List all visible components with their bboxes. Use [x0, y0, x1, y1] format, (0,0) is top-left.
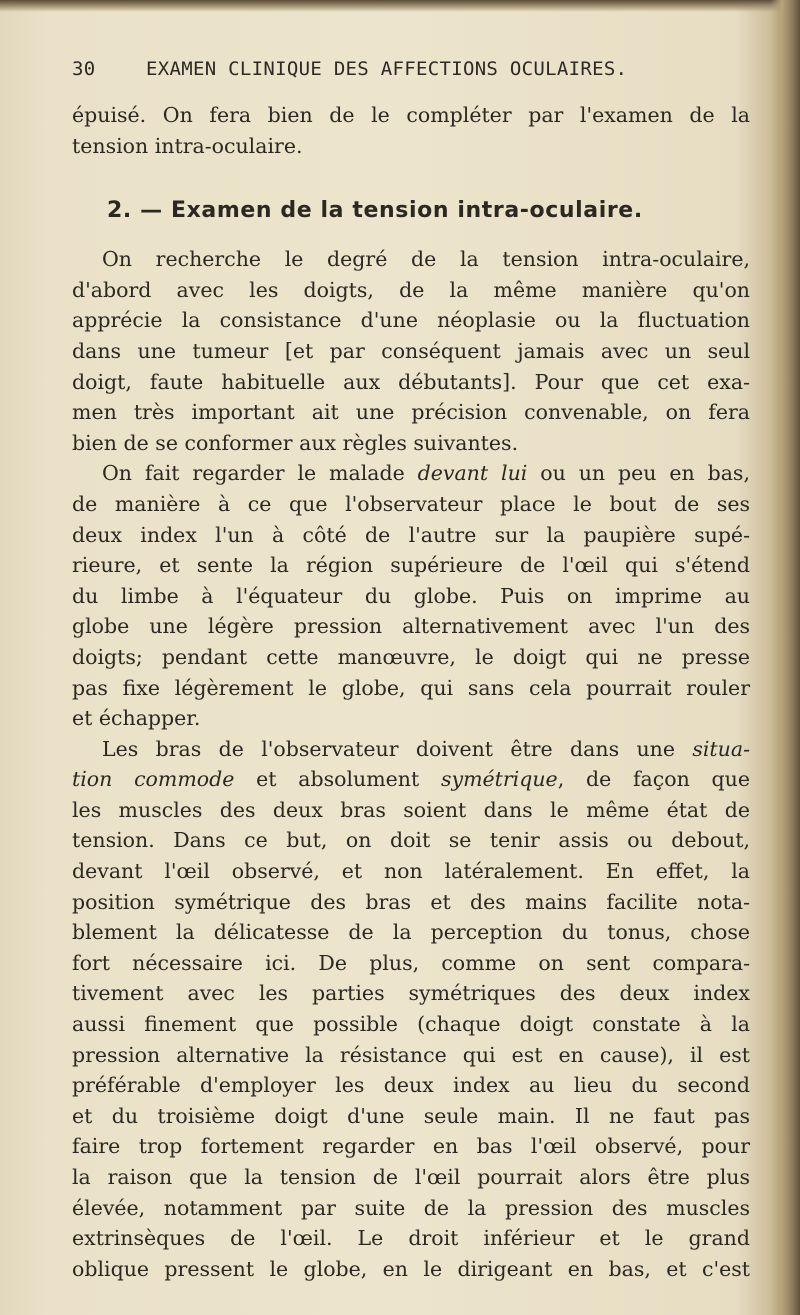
- paragraph-line: doigts; pendant cette manœuvre, le doigt qui ne presse: [72, 644, 750, 669]
- paragraph-line: préférable d'employer les deux index au lieu du second: [72, 1073, 750, 1098]
- paragraph-line: élevée, notamment par suite de la pression des muscles: [72, 1195, 750, 1220]
- paragraph-line: extrinsèques de l'œil. Le droit inférieur et le grand: [72, 1226, 750, 1251]
- text-run: Les bras de l'observateur doivent être dans une: [102, 736, 693, 761]
- page-gutter-shadow: [770, 0, 800, 1315]
- paragraph-line: bien de se conformer aux règles suivantes.: [72, 430, 519, 455]
- running-title: EXAMEN CLINIQUE DES AFFECTIONS OCULAIRES.: [146, 58, 628, 80]
- paragraph-line: globe une légère pression alternativement avec l'un des: [72, 614, 750, 639]
- paragraph-line: apprécie la consistance d'une néoplasie ou la fluctuation: [72, 308, 750, 333]
- paragraph-line: rieure, et sente la région supérieure de l'œil qui s'étend: [72, 553, 750, 578]
- paragraph-line: On recherche le degré de la tension intra-oculaire,: [102, 247, 750, 272]
- carryover-line: tension intra-oculaire.: [72, 133, 303, 158]
- italic-run: tion commode: [72, 767, 235, 792]
- paragraph-line: les muscles des deux bras soient dans le même état de: [72, 797, 750, 822]
- paragraph-line: devant l'œil observé, et non latéralement. En effet, la: [72, 859, 750, 884]
- paragraph-line: faire trop fortement regarder en bas l'œil observé, pour: [72, 1134, 750, 1159]
- paragraph-line: pression alternative la résistance qui est en cause), il est: [72, 1042, 750, 1067]
- paragraph-line: [72, 458, 750, 489]
- paragraph-line: men très important ait une précision convenable, on fera: [72, 400, 750, 425]
- page-top-shadow: [0, 0, 800, 12]
- paragraph-line: tension. Dans ce but, on doit se tenir assis ou debout,: [72, 828, 750, 853]
- paragraph-line: position symétrique des bras et des mains facilite nota-: [72, 889, 750, 914]
- paragraph-line: de manière à ce que l'observateur place le bout de ses: [72, 491, 750, 516]
- paragraph-line: pas fixe légèrement le globe, qui sans cela pourrait rouler: [72, 675, 750, 700]
- italic-run: situa-: [692, 736, 750, 761]
- paragraph-line: aussi finement que possible (chaque doigt constate à la: [72, 1012, 750, 1037]
- running-header: [72, 58, 744, 88]
- paragraph-line: la raison que la tension de l'œil pourrait alors être plus: [72, 1165, 750, 1189]
- italic-run: devant lui: [417, 461, 528, 486]
- carryover-line: épuisé. On fera bien de le compléter par l'examen de la: [72, 103, 750, 127]
- italic-run: symétrique: [440, 767, 558, 792]
- paragraph-line: et échapper.: [72, 706, 201, 731]
- paragraph-line: blement la délicatesse de la perception du tonus, chose: [72, 920, 750, 945]
- paragraph-line: [72, 734, 750, 765]
- paragraph-line: du limbe à l'équateur du globe. Puis on imprime au: [72, 583, 750, 608]
- paragraph-line: [72, 764, 750, 795]
- page-body: [72, 100, 750, 1284]
- paragraph-line: dans une tumeur [et par conséquent jamais avec un seul: [72, 338, 750, 363]
- paragraph-line: oblique pressent le globe, en le dirigeant en bas, et c'est: [72, 1256, 750, 1281]
- page-number: 30: [72, 58, 96, 80]
- text-run: et absolument: [234, 767, 441, 792]
- paragraph-line: tivement avec les parties symétriques des deux index: [72, 981, 750, 1006]
- text-run: , de façon que: [557, 767, 750, 792]
- paragraph-line: et du troisième doigt d'une seule main. Il ne faut pas: [72, 1103, 750, 1128]
- paragraph-line: deux index l'un à côté de l'autre sur la paupière supé-: [72, 522, 750, 547]
- paragraph-line: d'abord avec les doigts, de la même manière qu'on: [72, 277, 750, 302]
- section-heading: 2. — Examen de la tension intra-oculaire.: [107, 198, 643, 224]
- paragraph-line: doigt, faute habituelle aux débutants]. Pour que cet exa-: [72, 369, 750, 394]
- paragraph-line: fort nécessaire ici. De plus, comme on sent compara-: [72, 950, 750, 975]
- text-run: On fait regarder le malade: [102, 461, 418, 486]
- text-run: ou un peu en bas,: [527, 461, 750, 486]
